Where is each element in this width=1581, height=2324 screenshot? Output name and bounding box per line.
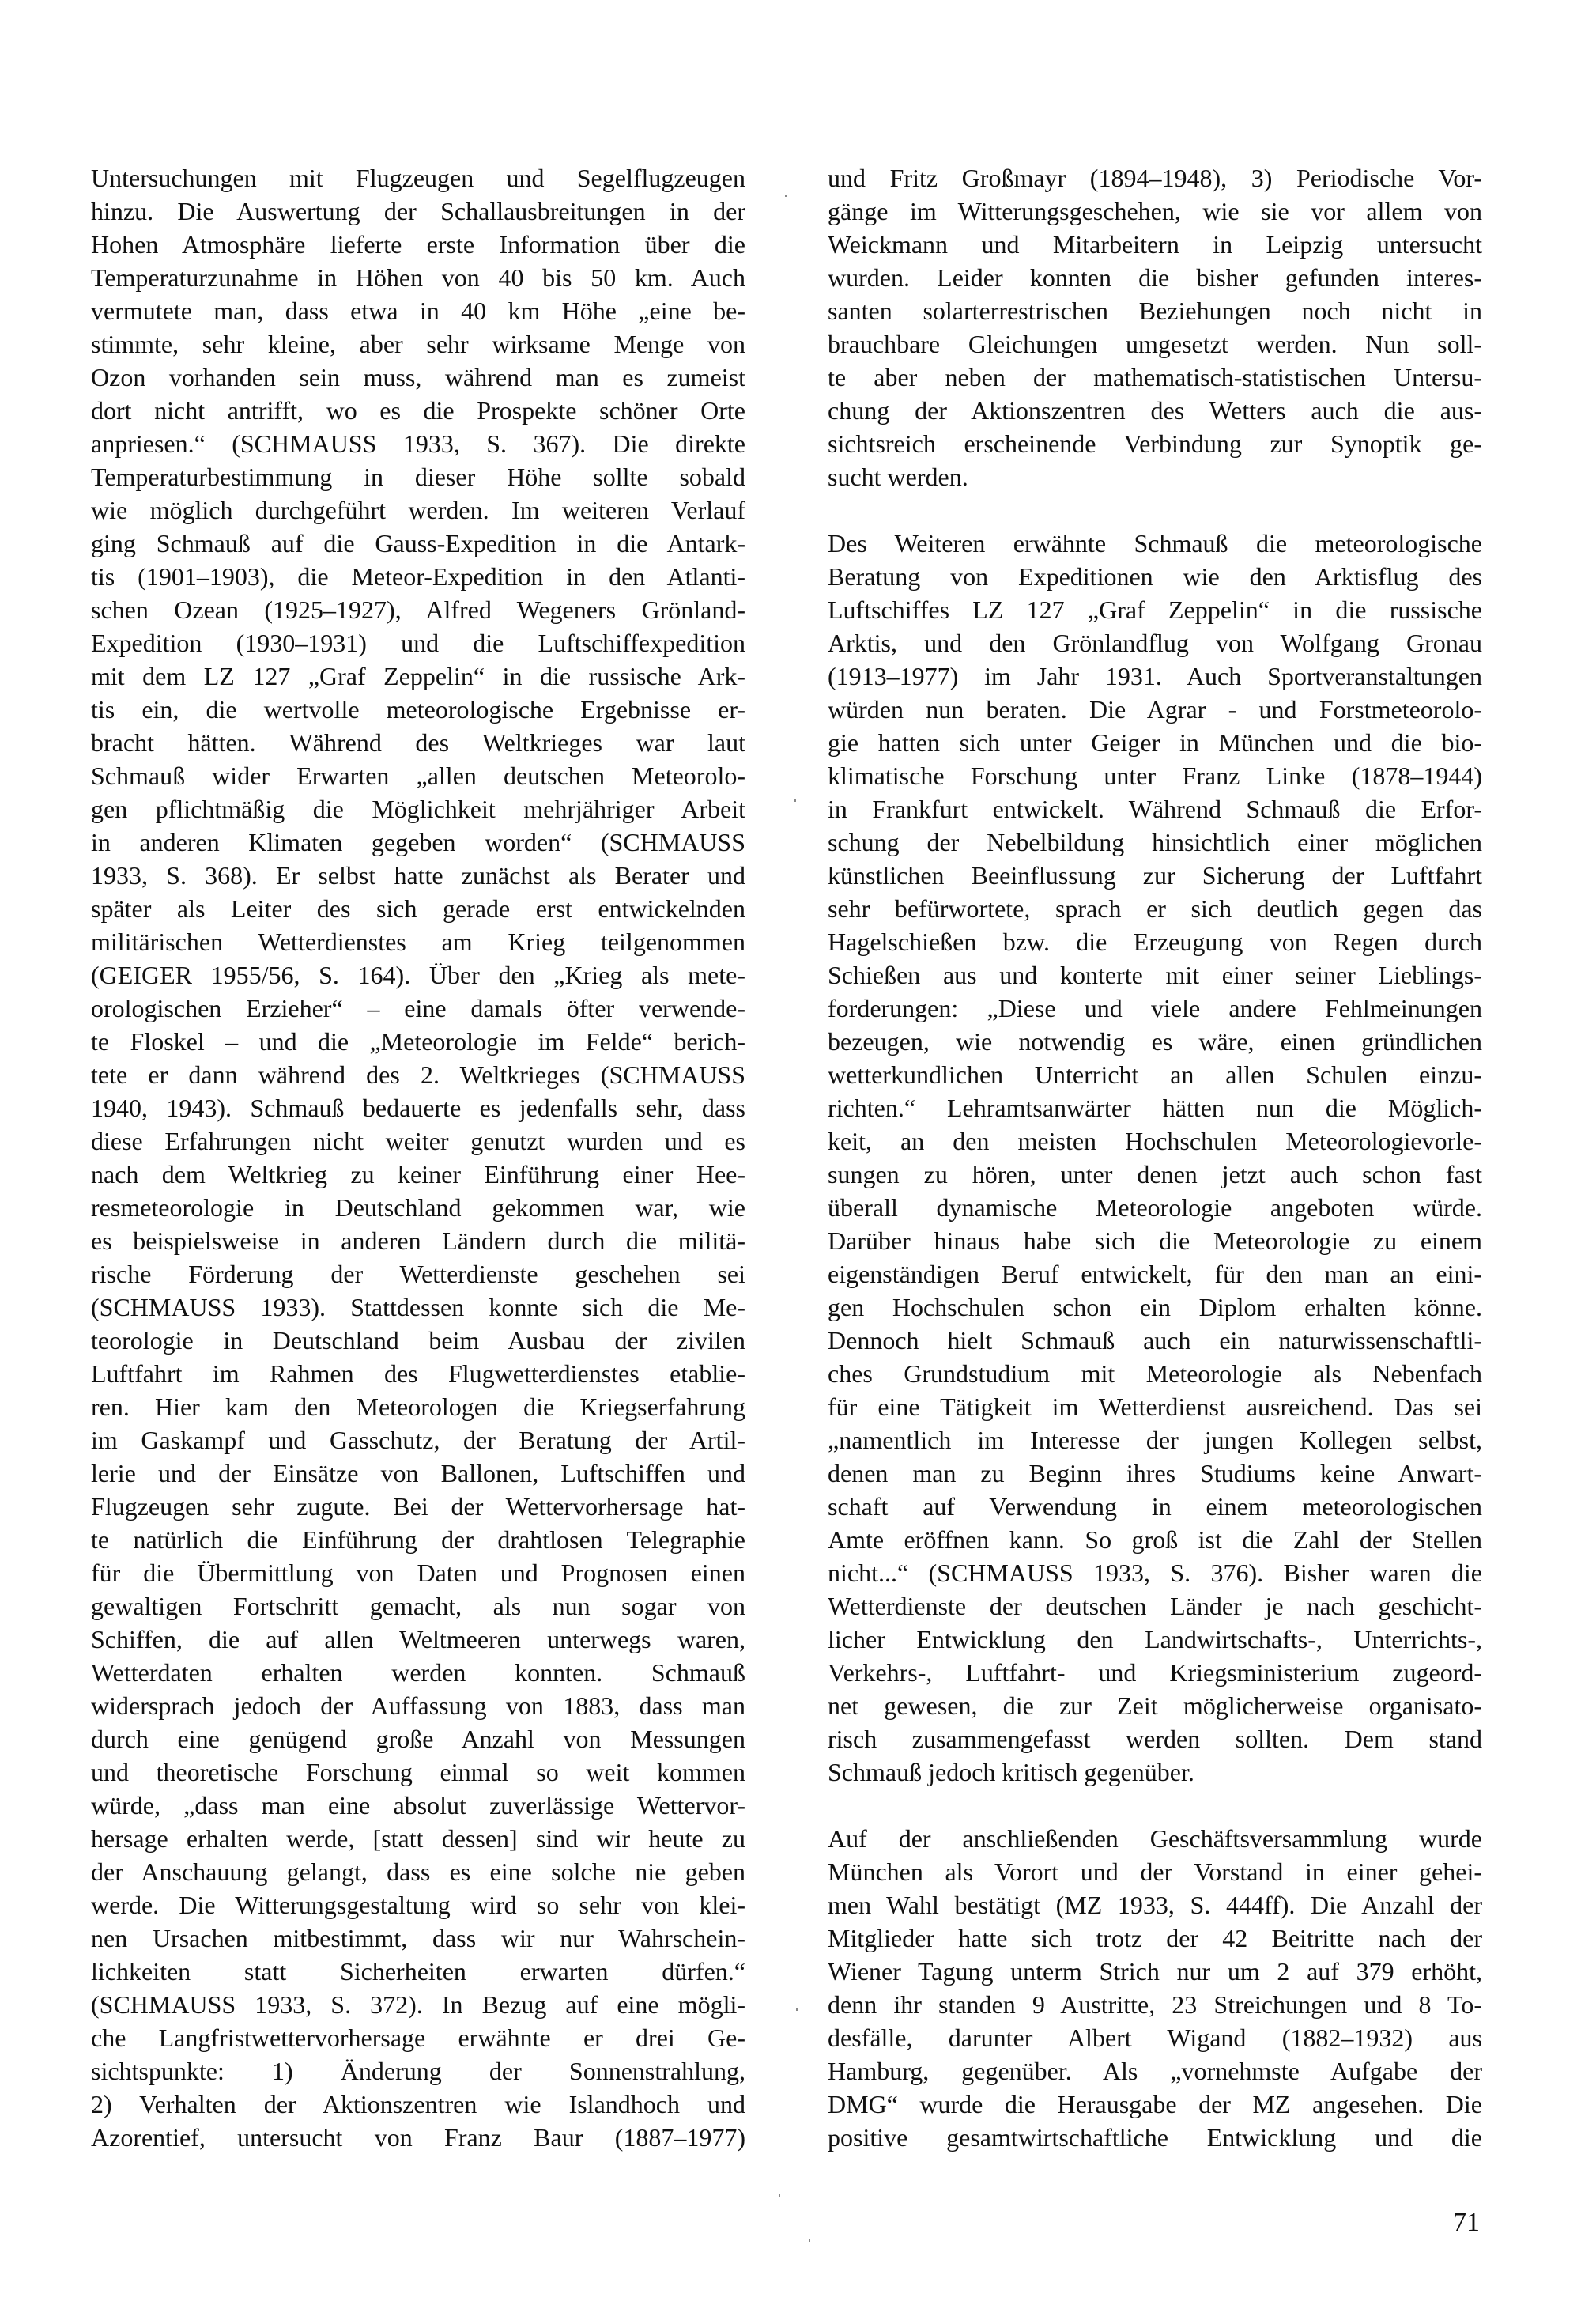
text-line: (SCHMAUSS 1933, S. 372). In Bezug auf eine mögli- [91, 1990, 745, 2019]
text-line: Schießen aus und konterte mit einer seiner Lieblings- [828, 961, 1482, 989]
text-line: es beispielsweise in anderen Ländern durch die militä- [91, 1226, 745, 1255]
text-line: licher Entwicklung den Landwirtschafts-, Unterrichts-, [828, 1625, 1482, 1653]
text-line: Schiffen, die auf allen Weltmeeren unterwegs waren, [91, 1625, 745, 1653]
text-line: Darüber hinaus habe sich die Meteorologie zu einem [828, 1226, 1482, 1255]
text-line: 1940, 1943). Schmauß bedauerte es jedenfalls sehr, dass [91, 1094, 745, 1122]
text-line: hinzu. Die Auswertung der Schallausbreitungen in der [91, 197, 745, 225]
text-line: Luftfahrt im Rahmen des Flugwetterdienstes etablie- [91, 1359, 745, 1388]
text-line: chung der Aktionszentren des Wetters auch die aus- [828, 396, 1482, 425]
text-line: wurden. Leider konnten die bisher gefunden interes- [828, 263, 1482, 292]
text-line: Temperaturzunahme in Höhen von 40 bis 50 km. Auch [91, 263, 745, 292]
text-line: schen Ozean (1925–1927), Alfred Wegeners Grönland- [91, 595, 745, 624]
text-line: Untersuchungen mit Flugzeugen und Segelflugzeugen [91, 164, 745, 192]
text-line: Schmauß jedoch kritisch gegenüber. [828, 1758, 1194, 1786]
text-line: ches Grundstudium mit Meteorologie als Nebenfach [828, 1359, 1482, 1388]
text-line: wie möglich durchgeführt werden. Im weiteren Verlauf [91, 496, 745, 524]
text-line: forderungen: „Diese und viele andere Fehlmeinungen [828, 994, 1482, 1022]
scan-speck [779, 2194, 780, 2197]
text-line: risch zusammengefasst werden sollten. Dem stand [828, 1725, 1482, 1753]
text-line: sucht werden. [828, 463, 968, 491]
text-line: rische Förderung der Wetterdienste geschehen sei [91, 1260, 745, 1288]
text-line: Auf der anschließenden Geschäftsversammlung wurde [828, 1824, 1482, 1853]
text-line: nicht...“ (SCHMAUSS 1933, S. 376). Bisher waren die [828, 1559, 1482, 1587]
text-line: sungen zu hören, unter denen jetzt auch schon fast [828, 1160, 1482, 1188]
text-line: hersage erhalten werde, [statt dessen] sind wir heute zu [91, 1824, 745, 1853]
text-line: net gewesen, die zur Zeit möglicherweise organisato- [828, 1691, 1482, 1720]
text-line: Azorentief, untersucht von Franz Baur (1887–1977) [91, 2123, 745, 2152]
page-number: 71 [1453, 2208, 1480, 2237]
text-line: Des Weiteren erwähnte Schmauß die meteorologische [828, 529, 1482, 557]
text-line: vermutete man, dass etwa in 40 km Höhe „eine be- [91, 297, 745, 325]
text-line: positive gesamtwirtschaftliche Entwicklung und die [828, 2123, 1482, 2152]
text-line: te aber neben der mathematisch-statistischen Untersu- [828, 363, 1482, 391]
scan-speck [796, 2008, 798, 2011]
text-line: Hagelschießen bzw. die Erzeugung von Regen durch [828, 928, 1482, 956]
text-line: sichtspunkte: 1) Änderung der Sonnenstrahlung, [91, 2057, 745, 2085]
text-line: brauchbare Gleichungen umgesetzt werden. Nun soll- [828, 330, 1482, 358]
scan-speck [809, 2239, 810, 2242]
text-line: orologischen Erzieher“ – eine damals öfter verwende- [91, 994, 745, 1022]
text-line: tis ein, die wertvolle meteorologische Ergebnisse er- [91, 695, 745, 724]
text-line: ren. Hier kam den Meteorologen die Kriegserfahrung [91, 1393, 745, 1421]
text-line: 2) Verhalten der Aktionszentren wie Islandhoch und [91, 2090, 745, 2118]
text-line: für eine Tätigkeit im Wetterdienst ausreichend. Das sei [828, 1393, 1482, 1421]
text-line: DMG“ wurde die Herausgabe der MZ angesehen. Die [828, 2090, 1482, 2118]
text-line: eigenständigen Beruf entwickelt, für den man an eini- [828, 1260, 1482, 1288]
text-line: tis (1901–1903), die Meteor-Expedition in den Atlanti- [91, 562, 745, 591]
text-line: dort nicht antrifft, wo es die Prospekte schöner Orte [91, 396, 745, 425]
text-line: bezeugen, wie notwendig es wäre, einen gründlichen [828, 1027, 1482, 1056]
text-line: (SCHMAUSS 1933). Stattdessen konnte sich die Me- [91, 1293, 745, 1321]
text-line: keit, an den meisten Hochschulen Meteorologievorle- [828, 1127, 1482, 1155]
text-line: klimatische Forschung unter Franz Linke (1878–1944) [828, 761, 1482, 790]
text-line: wetterkundlichen Unterricht an allen Schulen einzu- [828, 1060, 1482, 1089]
text-line: ging Schmauß auf die Gauss-Expedition in die Antark- [91, 529, 745, 557]
scan-speck [794, 799, 796, 802]
text-line: Wiener Tagung unterm Strich nur um 2 auf 379 erhöht, [828, 1957, 1482, 1986]
text-line: stimmte, sehr kleine, aber sehr wirksame Menge von [91, 330, 745, 358]
text-line: Arktis, und den Grönlandflug von Wolfgang Gronau [828, 629, 1482, 657]
text-line: und theoretische Forschung einmal so weit kommen [91, 1758, 745, 1786]
text-line: bracht hätten. Während des Weltkrieges war laut [91, 728, 745, 757]
text-line: gewaltigen Fortschritt gemacht, als nun sogar von [91, 1592, 745, 1620]
text-line: Hamburg, gegenüber. Als „vornehmste Aufgabe der [828, 2057, 1482, 2085]
text-line: santen solarterrestrischen Beziehungen noch nicht in [828, 297, 1482, 325]
text-line: desfälle, darunter Albert Wigand (1882–1932) aus [828, 2024, 1482, 2052]
text-line: Expedition (1930–1931) und die Luftschiffexpedition [91, 629, 745, 657]
text-line: mit dem LZ 127 „Graf Zeppelin“ in die russische Ark- [91, 662, 745, 690]
text-line: in anderen Klimaten gegeben worden“ (SCHMAUSS [91, 828, 745, 856]
text-line: München als Vorort und der Vorstand in einer gehei- [828, 1857, 1482, 1886]
text-line: che Langfristwettervorhersage erwähnte er drei Ge- [91, 2024, 745, 2052]
text-line: teorologie in Deutschland beim Ausbau der zivilen [91, 1326, 745, 1355]
text-line: Flugzeugen sehr zugute. Bei der Wettervorhersage hat- [91, 1492, 745, 1521]
text-line: denen man zu Beginn ihres Studiums keine Anwart- [828, 1459, 1482, 1487]
text-line: Weickmann und Mitarbeitern in Leipzig untersucht [828, 230, 1482, 259]
text-line: lichkeiten statt Sicherheiten erwarten dürfen.“ [91, 1957, 745, 1986]
text-line: Amte eröffnen kann. So groß ist die Zahl der Stellen [828, 1525, 1482, 1554]
text-line: richten.“ Lehramtsanwärter hätten nun die Möglich- [828, 1094, 1482, 1122]
text-line: Dennoch hielt Schmauß auch ein naturwissenschaftli- [828, 1326, 1482, 1355]
text-line: gie hatten sich unter Geiger in München und die bio- [828, 728, 1482, 757]
text-line: für die Übermittlung von Daten und Prognosen einen [91, 1559, 745, 1587]
text-line: Luftschiffes LZ 127 „Graf Zeppelin“ in die russische [828, 595, 1482, 624]
text-line: (1913–1977) im Jahr 1931. Auch Sportveranstaltungen [828, 662, 1482, 690]
text-line: gänge im Witterungsgeschehen, wie sie vor allem von [828, 197, 1482, 225]
text-line: te Floskel – und die „Meteorologie im Felde“ berich- [91, 1027, 745, 1056]
text-line: widersprach jedoch der Auffassung von 1883, dass man [91, 1691, 745, 1720]
text-line: würden nun beraten. Die Agrar - und Forstmeteorolo- [828, 695, 1482, 724]
text-line: (GEIGER 1955/56, S. 164). Über den „Krieg als mete- [91, 961, 745, 989]
text-line: Verkehrs-, Luftfahrt- und Kriegsministerium zugeord- [828, 1658, 1482, 1687]
text-line: später als Leiter des sich gerade erst entwickelnden [91, 894, 745, 923]
text-line: durch eine genügend große Anzahl von Messungen [91, 1725, 745, 1753]
text-line: Ozon vorhanden sein muss, während man es zumeist [91, 363, 745, 391]
text-line: Temperaturbestimmung in dieser Höhe sollte sobald [91, 463, 745, 491]
text-line: Beratung von Expeditionen wie den Arktisflug des [828, 562, 1482, 591]
text-line: diese Erfahrungen nicht weiter genutzt wurden und es [91, 1127, 745, 1155]
text-line: sichtsreich erscheinende Verbindung zur Synoptik ge- [828, 429, 1482, 458]
text-line: nen Ursachen mitbestimmt, dass wir nur Wahrschein- [91, 1924, 745, 1952]
text-line: überall dynamische Meteorologie angeboten würde. [828, 1193, 1482, 1222]
text-line: militärischen Wetterdienstes am Krieg teilgenommen [91, 928, 745, 956]
text-line: werde. Die Witterungsgestaltung wird so sehr von klei- [91, 1891, 745, 1919]
text-line: „namentlich im Interesse der jungen Kollegen selbst, [828, 1426, 1482, 1454]
text-line: sehr befürwortete, sprach er sich deutlich gegen das [828, 894, 1482, 923]
text-line: 1933, S. 368). Er selbst hatte zunächst als Berater und [91, 861, 745, 890]
text-line: in Frankfurt entwickelt. Während Schmauß die Erfor- [828, 795, 1482, 823]
text-line: men Wahl bestätigt (MZ 1933, S. 444ff). Die Anzahl der [828, 1891, 1482, 1919]
text-line: denn ihr standen 9 Austritte, 23 Streichungen und 8 To- [828, 1990, 1482, 2019]
text-line: te natürlich die Einführung der drahtlosen Telegraphie [91, 1525, 745, 1554]
text-line: im Gaskampf und Gasschutz, der Beratung der Artil- [91, 1426, 745, 1454]
text-line: würde, „dass man eine absolut zuverlässige Wettervor- [91, 1791, 745, 1820]
text-line: lerie und der Einsätze von Ballonen, Luftschiffen und [91, 1459, 745, 1487]
text-line: und Fritz Großmayr (1894–1948), 3) Periodische Vor- [828, 164, 1482, 192]
scan-speck [785, 195, 787, 197]
text-line: Mitglieder hatte sich trotz der 42 Beitritte nach der [828, 1924, 1482, 1952]
text-line: tete er dann während des 2. Weltkrieges (SCHMAUSS [91, 1060, 745, 1089]
text-line: Wetterdienste der deutschen Länder je nach geschicht- [828, 1592, 1482, 1620]
text-line: Wetterdaten erhalten werden konnten. Schmauß [91, 1658, 745, 1687]
text-line: resmeteorologie in Deutschland gekommen war, wie [91, 1193, 745, 1222]
text-line: gen pflichtmäßig die Möglichkeit mehrjähriger Arbeit [91, 795, 745, 823]
text-line: der Anschauung gelangt, dass es eine solche nie geben [91, 1857, 745, 1886]
text-line: schung der Nebelbildung hinsichtlich einer möglichen [828, 828, 1482, 856]
text-line: künstlichen Beeinflussung zur Sicherung der Luftfahrt [828, 861, 1482, 890]
text-line: schaft auf Verwendung in einem meteorologischen [828, 1492, 1482, 1521]
text-line: Hohen Atmosphäre lieferte erste Information über die [91, 230, 745, 259]
text-line: gen Hochschulen schon ein Diplom erhalten könne. [828, 1293, 1482, 1321]
text-line: Schmauß wider Erwarten „allen deutschen Meteorolo- [91, 761, 745, 790]
text-line: nach dem Weltkrieg zu keiner Einführung einer Hee- [91, 1160, 745, 1188]
text-line: anpriesen.“ (SCHMAUSS 1933, S. 367). Die direkte [91, 429, 745, 458]
